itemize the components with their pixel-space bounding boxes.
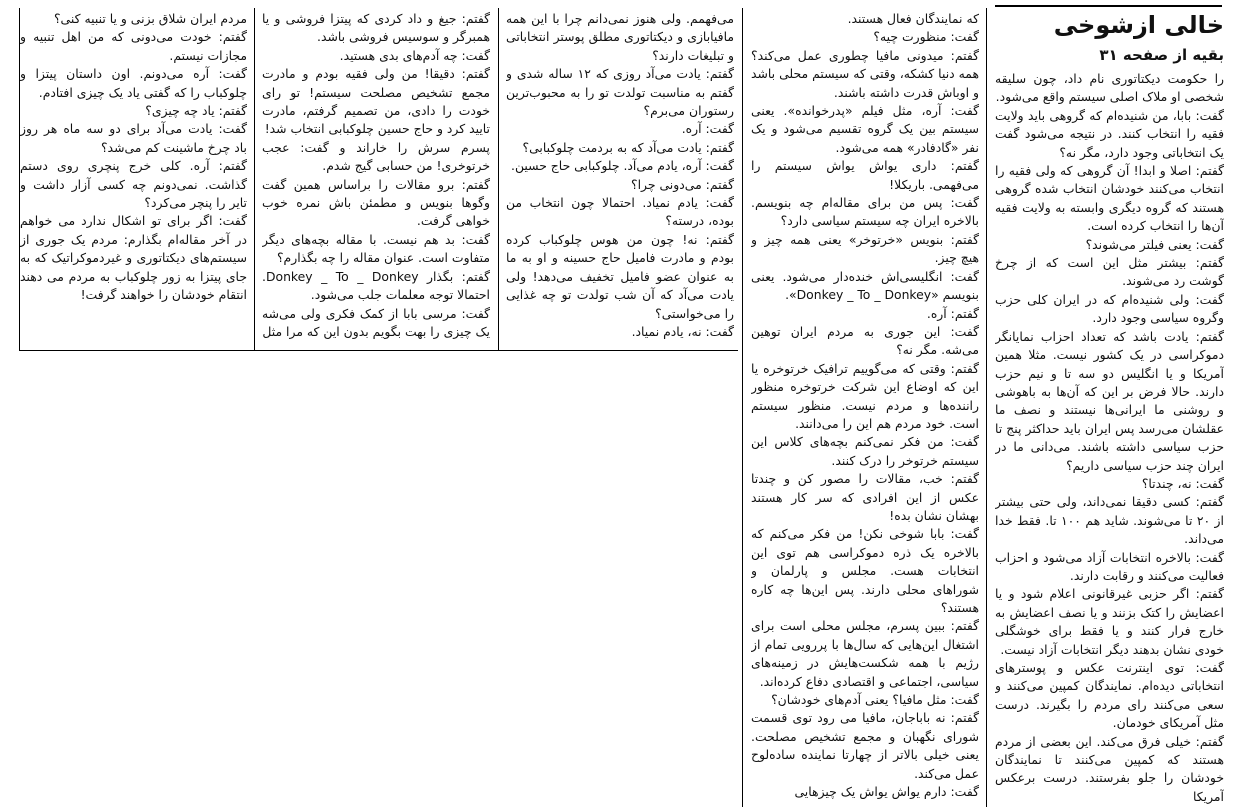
paragraph: گفت: آره، مثل فیلم «پدرخوانده». یعنی سیستم بین یک گروه تقسیم می‌شود و یک نفر «گادفادر» همه می‌شود. bbox=[751, 103, 979, 155]
paragraph: گفتم: اصلا و ابدا! آن گروهی که ولی فقیه را انتخاب می‌کنند خودشان انتخاب شده گروهی هستند که گروه دیگری وابسته به ولایت فقیه آن‌ها را انتخاب کرده است. bbox=[995, 163, 1224, 234]
paragraph: گفت: یادت می‌آد برای دو سه ماه هر روز باد چرخ ماشینت کم می‌شد؟ bbox=[20, 121, 247, 155]
paragraph: گفتم: خودت می‌دونی که من اهل تنبیه و مجازات نیستم. bbox=[20, 29, 247, 63]
paragraph: گفتم: نه! چون من هوس چلوکباب کرده بودم و مادرت فامیل حاج حسینه و او به ما به عنوان عضو فامیل تخفیف می‌دهد! ولی یادت می‌آد که آن شب تولدت تو چه غذایی را می‌خواستی؟ bbox=[506, 231, 734, 321]
paragraph: گفتم: می‌دونی چرا؟ bbox=[631, 176, 734, 192]
paragraph: گفتم: بنویس «خرتوخر» یعنی همه چیز و هیچ چیز. bbox=[751, 231, 979, 266]
paragraph: گفتم: میدونی مافیا چطوری عمل می‌کند؟ همه دنیا کشکه، وقتی که سیستم محلی باشد و اوباش قدرت داشته باشند. bbox=[751, 47, 979, 100]
paragraph: گفت: ولی شنیده‌ام که در ایران کلی حزب وگروه سیاسی وجود دارد. bbox=[995, 291, 1224, 326]
paragraph: گفتم: بگذار Donkey _ To _ Donkey. احتمالا توجه معلمات جلب می‌شود. bbox=[262, 268, 490, 303]
paragraph: گفتم: یاد چه چیزی؟ bbox=[145, 103, 247, 119]
horizontal-divider bbox=[20, 350, 738, 351]
paragraph: گفتم: داری یواش یواش سیستم را می‌فهمی. باریکلا! bbox=[751, 158, 979, 192]
paragraph: می‌فهمم. ولی هنوز نمی‌دانم چرا با این همه مافیابازی و دیکتاتوری مطلق پوستر انتخاباتی و تبلیغات دارند؟ bbox=[506, 11, 734, 63]
paragraph: گفتم: ببین پسرم، مجلس محلی است برای اشتغال این‌هایی که سال‌ها با پررویی تمام از رژیم با همه شکست‌هایش در زمینه‌های سیاسی، اجتماعی و اقتصادی دفاع کرده‌اند. bbox=[751, 618, 979, 689]
paragraph: گفت: اگر برای تو اشکال ندارد می خواهم در آخر مقاله‌ام بگذارم: مردم یک جوری از سیستم‌های دیکتاتوری و غیردموکراتیک که به جای پیتزا به زور چلوکباب به مردم می دهند انتقام خودشان را خواهند گرفت! bbox=[20, 213, 247, 303]
paragraph: گفت: آره، یادم می‌آد. چلوکبابی حاج حسین. bbox=[511, 158, 734, 174]
paragraph: گفت: چه آدم‌های بدی هستید. bbox=[339, 47, 490, 63]
column-rule-4 bbox=[254, 8, 255, 350]
paragraph: پسرم سرش را خاراند و گفت: عجب خرتوخری! من حسابی گیج شدم. bbox=[262, 139, 490, 174]
paragraph: گفتم: خب، مقالات را مصور کن و چندتا عکس از این افرادی که سر کار هستند بهشان نشان بده! bbox=[751, 471, 979, 523]
paragraph: گفتم: وقتی که می‌گوییم ترافیک خرتوخره یا این که اوضاع این شرکت خرتوخره منظور راننده‌ها و مردم نیست. منظور سیستم است. خود مردم هم این را می‌دانند. bbox=[751, 360, 979, 431]
paragraph: گفت: نه، یادم نمیاد. bbox=[631, 323, 734, 339]
column-rule-3 bbox=[498, 8, 499, 350]
paragraph: گفتم: یادت باشد که تعداد احزاب نمایانگر دموکراسی در یک کشور نیست. مثلا همین آمریکا و یا انگلیس دو سه تا و نیم حزب دارند. حالا فرض بر این که آن‌ها به باهوشی و روشنی ما ایرانی‌ها نیستند و نصف ما عقلشان می‌رسد پس ایران باید حداکثر پنج تا حزب سیاسی داشته باشند. می‌دانی ما در ایران چند حزب سیاسی داریم؟ bbox=[995, 328, 1224, 473]
paragraph: گفتم: یادت می‌آد که به بردمت چلوکبابی؟ bbox=[522, 139, 734, 155]
paragraph: گفت: نه، چندتا؟ bbox=[1141, 475, 1224, 491]
paragraph: گفت: یعنی فیلتر می‌شوند؟ bbox=[1085, 236, 1224, 252]
article-column-3 bbox=[506, 10, 734, 348]
paragraph: گفت: انگلیسی‌اش خنده‌دار می‌شود. یعنی بنویسم «Donkey _ To _ Donkey». bbox=[751, 268, 979, 303]
paragraph: گفتم: نه باباجان، مافیا می رود توی قسمت شورای نگهبان و مجمع تشخیص مصلحت. یعنی خیلی بالاتر از چهارتا نماینده ساده‌لوح عمل می‌کند. bbox=[751, 710, 979, 781]
article-column-5 bbox=[20, 10, 247, 348]
paragraph: گفتم: آره. کلی خرج پنچری روی دستم گذاشت. نمی‌دونم چه کسی آزار داشت و تایر را پنچر می‌کرد؟ bbox=[20, 158, 247, 211]
paragraph: گفت: منظورت چیه؟ bbox=[873, 29, 979, 45]
paragraph: گفت: مثل مافیا؟ یعنی آدم‌های خودشان؟ bbox=[771, 692, 979, 708]
top-rule bbox=[995, 5, 1222, 7]
paragraph: گفت: بد هم نیست. با مقاله بچه‌های دیگر متفاوت است. عنوان مقاله را چه بگذارم؟ bbox=[262, 231, 490, 266]
column-rule-1 bbox=[986, 8, 987, 807]
paragraph: گفت: یادم نمیاد. احتمالا چون انتخاب من بوده، درسته؟ bbox=[506, 195, 734, 229]
paragraph: گفت: دارم یواش یواش یک چیزهایی bbox=[794, 784, 979, 800]
paragraph: گفت: توی اینترنت عکس و پوسترهای انتخاباتی دیده‌ام. نمایندگان کمپین می‌کنند و سعی می‌کنند رای مردم را بگیرند. درست مثل آمریکای خودمان. bbox=[995, 660, 1224, 731]
paragraph: گفتم: جیغ و داد کردی که پیتزا فروشی و یا همبرگر و سوسیس فروشی باشد. bbox=[262, 11, 490, 45]
paragraph: را حکومت دیکتاتوری نام داد، چون سلیقه شخصی او ملاک اصلی سیستم واقع می‌شود. bbox=[995, 71, 1224, 105]
paragraph: گفتم: خیلی فرق می‌کند. این بعضی از مردم هستند که کمپین می‌کنند تا نمایندگان خودشان را جلو بفرستند. درست برعکس آمریکا bbox=[995, 733, 1224, 804]
paragraph: گفت: بالاخره انتخابات آزاد می‌شود و احزاب فعالیت می‌کنند و رقابت دارند. bbox=[995, 549, 1224, 583]
paragraph: مردم ایران شلاق بزنی و یا تنبیه کنی؟ bbox=[53, 11, 247, 26]
paragraph: گفت: بابا، من شنیده‌ام که گروهی باید ولایت فقیه را انتخاب کنند. در نتیجه می‌شود گفت یک انتخاباتی وجود دارد، مگر نه؟ bbox=[995, 107, 1224, 160]
paragraph: گفت: پس من برای مقاله‌ام چه بنویسم. بالاخره ایران چه سیستم سیاسی دارد؟ bbox=[751, 195, 979, 229]
paragraph: گفت: آره می‌دونم. اون داستان پیتزا و چلوکباب را که گفتی یاد یک چیزی افتادم. bbox=[20, 66, 247, 100]
paragraph: گفتم: بیشتر مثل این است که از چرخ گوشت رد می‌شوند. bbox=[995, 255, 1224, 289]
paragraph: گفت: بابا شوخی نکن! من فکر می‌کنم که بالاخره یک ذره دموکراسی هم توی این انتخابات هست. مجلس و پارلمان و شوراهای محلی دارند. پس این‌ها چه کاره هستند؟ bbox=[751, 526, 979, 615]
paragraph: گفتم: دقیقا! من ولی فقیه بودم و مادرت مجمع تشخیص مصلحت سیستم! تو رای خودت را دادی، من تصمیم گرفتم، مادرت تایید کرد و حاج حسین چلوکبابی انتخاب شد! bbox=[262, 66, 490, 137]
paragraph: گفت: آره. bbox=[681, 121, 734, 137]
column-rule-2 bbox=[742, 8, 743, 807]
article-column-2 bbox=[751, 10, 979, 807]
paragraph: گفتم: اگر حزبی غیرقانونی اعلام شود و یا اعضایش را کتک بزنند و یا نصف اعضایش به خارج فرار کنند و یا فقط برای خوشگلی خودی نشان بدهند دیگر انتخابات آزاد نیست. bbox=[995, 586, 1224, 657]
paragraph: گفتم: کسی دقیقا نمی‌داند، ولی حتی بیشتر از ۲۰ تا می‌شوند. شاید هم ۱۰۰ تا. فقط خدا می‌داند. bbox=[995, 494, 1224, 547]
paragraph: گفت: این جوری به مردم ایران توهین می‌شه. مگر نه؟ bbox=[751, 323, 979, 358]
paragraph: که نمایندگان فعال هستند. bbox=[847, 11, 979, 26]
paragraph: گفتم: یادت می‌آد روزی که ۱۲ ساله شدی و گفتم به مناسبت تولدت تو را به محبوب‌ترین رستوران می‌برم؟ bbox=[506, 66, 734, 119]
article-column-4 bbox=[262, 10, 490, 348]
paragraph: گفتم: آره. bbox=[926, 305, 979, 321]
paragraph: گفتم: برو مقالات را براساس همین گفت وگوها بنویس و مطمئن باش نمره خوب خواهی گرفت. bbox=[262, 176, 490, 229]
page-title: خالی ازشوخی bbox=[1053, 11, 1224, 39]
empty-area bbox=[20, 352, 736, 807]
article-column-1 bbox=[995, 70, 1224, 807]
continuation-note: بقیه از صفحه ۳۱ bbox=[1099, 46, 1224, 64]
paragraph: گفت: مرسی بابا از کمک فکری ولی می‌شه یک چیزی را بهت بگویم بدون این که مرا مثل bbox=[262, 305, 490, 339]
paragraph: گفت: من فکر نمی‌کنم بچه‌های کلاس این سیستم خرتوخر را درک کنند. bbox=[751, 434, 979, 468]
